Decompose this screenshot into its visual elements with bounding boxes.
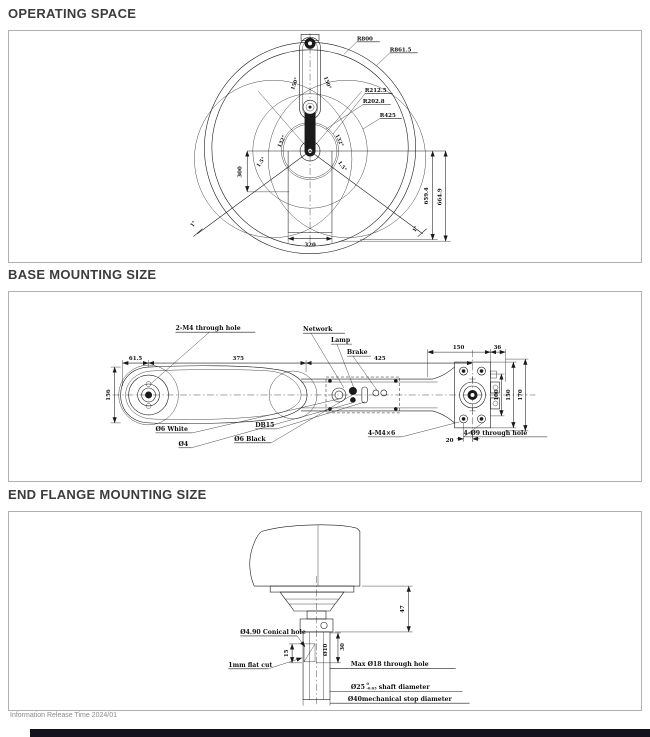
dim-150-top-label: 150 — [452, 345, 465, 352]
angle-stop-right: 1° — [411, 225, 420, 234]
dim-100-label: 100 — [493, 389, 500, 401]
callout-m4-through-hole: 2-M4 through hole — [175, 325, 241, 333]
callout-conical-hole: Ø4.90 Conical hole — [240, 628, 306, 636]
arm-end-side-view — [250, 525, 360, 706]
callout-db15: DB15 — [255, 421, 275, 429]
radius-r2028-label: R202.8 — [362, 99, 385, 106]
callout-d4: Ø4 — [178, 440, 189, 448]
end-flange-diagram — [9, 512, 639, 708]
dim-30-label: 30 — [339, 643, 346, 651]
base-mounting-diagram — [9, 292, 639, 479]
callout-shaft-tol-upper: 0 — [366, 682, 369, 687]
angle-limit-right: 1.5° — [336, 160, 348, 173]
dim-47-label: 47 — [400, 605, 407, 613]
angle-j1-left: 150° — [290, 76, 301, 91]
radius-r800-label: R800 — [356, 36, 373, 43]
bottom-bar — [30, 729, 650, 737]
callout-shaft-diameter-value: Ø25 — [350, 684, 365, 692]
callout-through-hole: Max Ø18 through hole — [350, 660, 429, 668]
callout-network: Network — [303, 326, 333, 334]
callout-4d9-through-hole: 4-Ø9 through hole — [463, 429, 528, 437]
callout-shaft-tol-lower: -0.03 — [366, 686, 377, 691]
callout-shaft-diameter-text: shaft diameter — [378, 684, 430, 692]
dim-170-label: 170 — [517, 389, 524, 401]
base-mounting-title: BASE MOUNTING SIZE — [8, 267, 157, 282]
dimension-labels — [237, 166, 443, 249]
angle-j2-left: 132° — [276, 134, 288, 149]
robot-arm — [300, 33, 321, 243]
dim-15-label: 15 — [284, 649, 291, 658]
angle-j2-right: 132° — [333, 133, 345, 148]
dim-615-label: 61.5 — [128, 356, 143, 363]
dim-d10-label: Ø10 — [322, 643, 329, 657]
callout-d6-white: Ø6 White — [155, 425, 188, 433]
dim-150-right-label: 150 — [505, 389, 512, 401]
base-mounting-panel — [8, 291, 642, 482]
dim-6649-label: 664.9 — [437, 188, 444, 206]
radius-r425-label: R425 — [379, 113, 396, 120]
dim-320-label: 320 — [304, 242, 316, 249]
callout-flat-cut: 1mm flat cut — [228, 661, 273, 669]
dim-156-label: 156 — [106, 389, 113, 401]
dimension-lines — [289, 586, 413, 663]
callout-lamp: Lamp — [330, 337, 351, 345]
callout-labels — [151, 325, 548, 448]
dim-300-label: 300 — [237, 166, 244, 178]
angle-stop-left: 1° — [189, 220, 198, 229]
callout-4m4x6: 4-M4×6 — [367, 429, 396, 437]
dim-20-label: 20 — [445, 437, 454, 444]
angle-j1-right: 150° — [321, 75, 332, 90]
dim-6594-label: 659.4 — [424, 187, 431, 205]
callout-labels — [228, 629, 469, 703]
dim-375-label: 375 — [232, 356, 244, 363]
operating-space-panel — [8, 30, 642, 263]
end-flange-title: END FLANGE MOUNTING SIZE — [8, 487, 207, 502]
dim-425-label: 425 — [374, 356, 386, 363]
end-flange-panel — [8, 511, 642, 711]
radius-r861-label: R861.5 — [389, 47, 412, 54]
dim-36-label: 36 — [493, 345, 502, 352]
operating-space-diagram — [9, 31, 639, 260]
callout-mechanical-stop: Ø40mechanical stop diameter — [347, 696, 452, 704]
angle-limit-left: 1.5° — [255, 156, 268, 169]
radius-r2125-label: R212.5 — [364, 88, 387, 95]
callout-d6-black: Ø6 Black — [234, 435, 266, 443]
release-time-note: Information Release Time 2024/01 — [10, 712, 118, 719]
callout-brake: Brake — [346, 349, 368, 357]
operating-space-title: OPERATING SPACE — [8, 6, 137, 21]
